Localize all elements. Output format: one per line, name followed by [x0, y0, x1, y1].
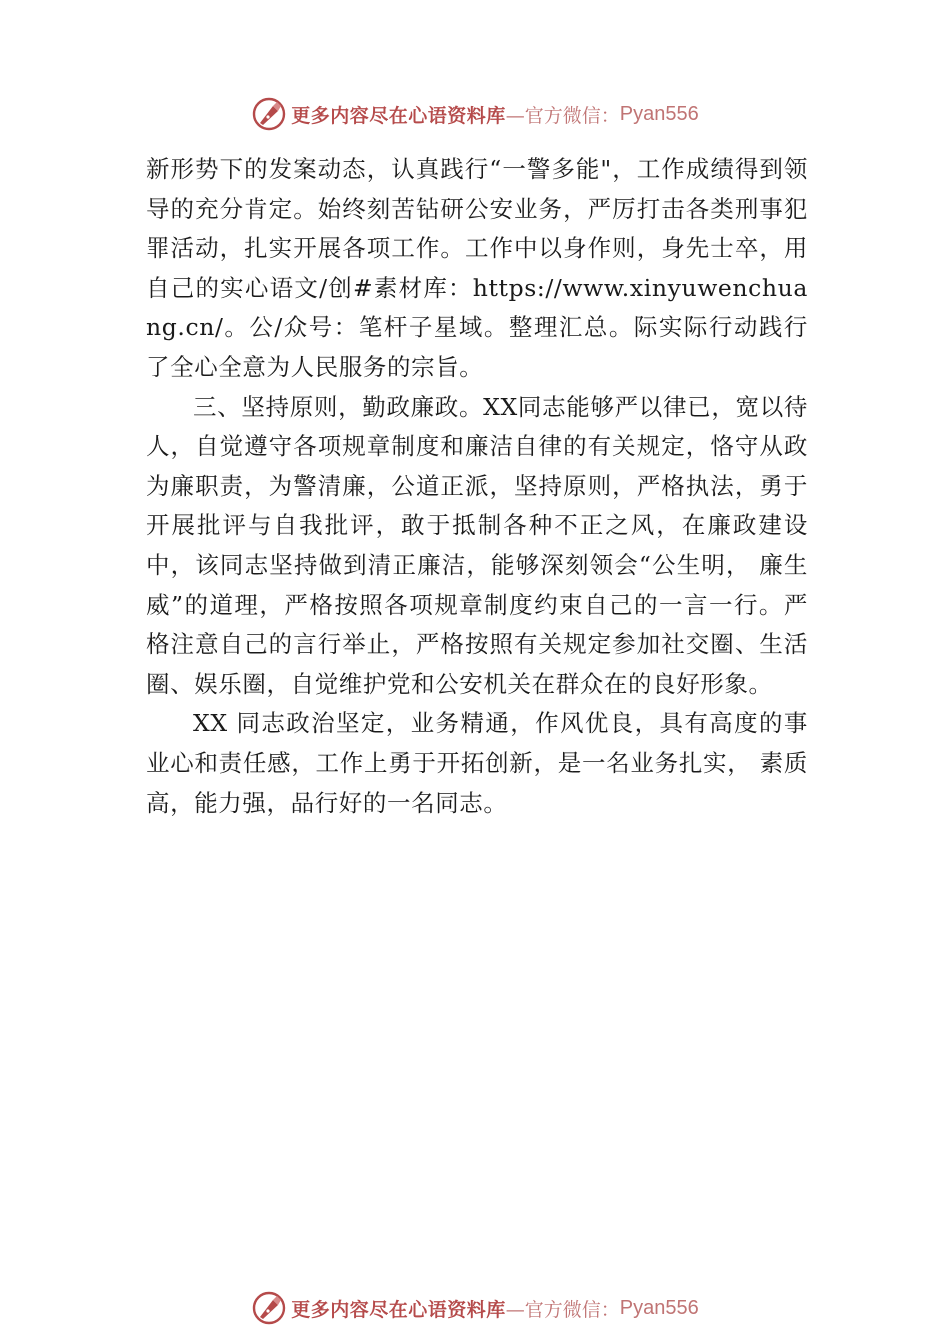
document-body: [146, 150, 808, 823]
header-site-name: 更多内容尽在心语资料库: [291, 104, 506, 127]
paragraph-1: 新形势下的发案动态，认真践行“一警多能"，工作成绩得到领导的充分肯定。始终刻苦钻研公安业务，严厉打击各类刑事犯罪活动，扎实开展各项工作。工作中以身作则，身先士卒，用自己的实心语文/创#素材库：https://www.xinyuwenchuang.cn/。公/众号：笔杆子星域。整理汇总。际实际行动践行了全心全意为人民服务的宗旨。: [146, 155, 808, 381]
footer-wechat-account: Pyan556: [619, 1296, 699, 1319]
footer-wechat-label: —官方微信：: [505, 1298, 620, 1321]
pen-nib-logo-icon: [251, 1290, 287, 1326]
header-wechat-account: Pyan556: [619, 102, 699, 125]
footer-site-name: 更多内容尽在心语资料库: [291, 1298, 506, 1321]
pen-nib-logo-icon: [251, 96, 287, 132]
paragraph-3: XX 同志政治坚定，业务精通，作风优良，具有高度的事业心和责任感，工作上勇于开拓创新，是一名业务扎实， 素质高，能力强，品行好的一名同志。: [146, 709, 808, 817]
header-wechat-label: —官方微信：: [505, 104, 620, 127]
paragraph-2: 三、坚持原则，勤政廉政。XX同志能够严以律已，宽以待人，自觉遵守各项规章制度和廉洁自律的有关规定，恪守从政为廉职责，为警清廉，公道正派，坚持原则，严格执法，勇于开展批评与自我批评，敢于抵制各种不正之风，在廉政建设中，该同志坚持做到清正廉洁，能够深刻领会“公生明， 廉生威”的道理，严格按照各项规章制度约束自己的一言一行。严格注意自己的言行举止，严格按照有关规定参加社交圈、生活圈、娱乐圈，自觉维护党和公安机关在群众在的良好形象。: [146, 392, 808, 698]
header-banner: [0, 94, 950, 134]
footer-banner: [0, 1288, 950, 1328]
